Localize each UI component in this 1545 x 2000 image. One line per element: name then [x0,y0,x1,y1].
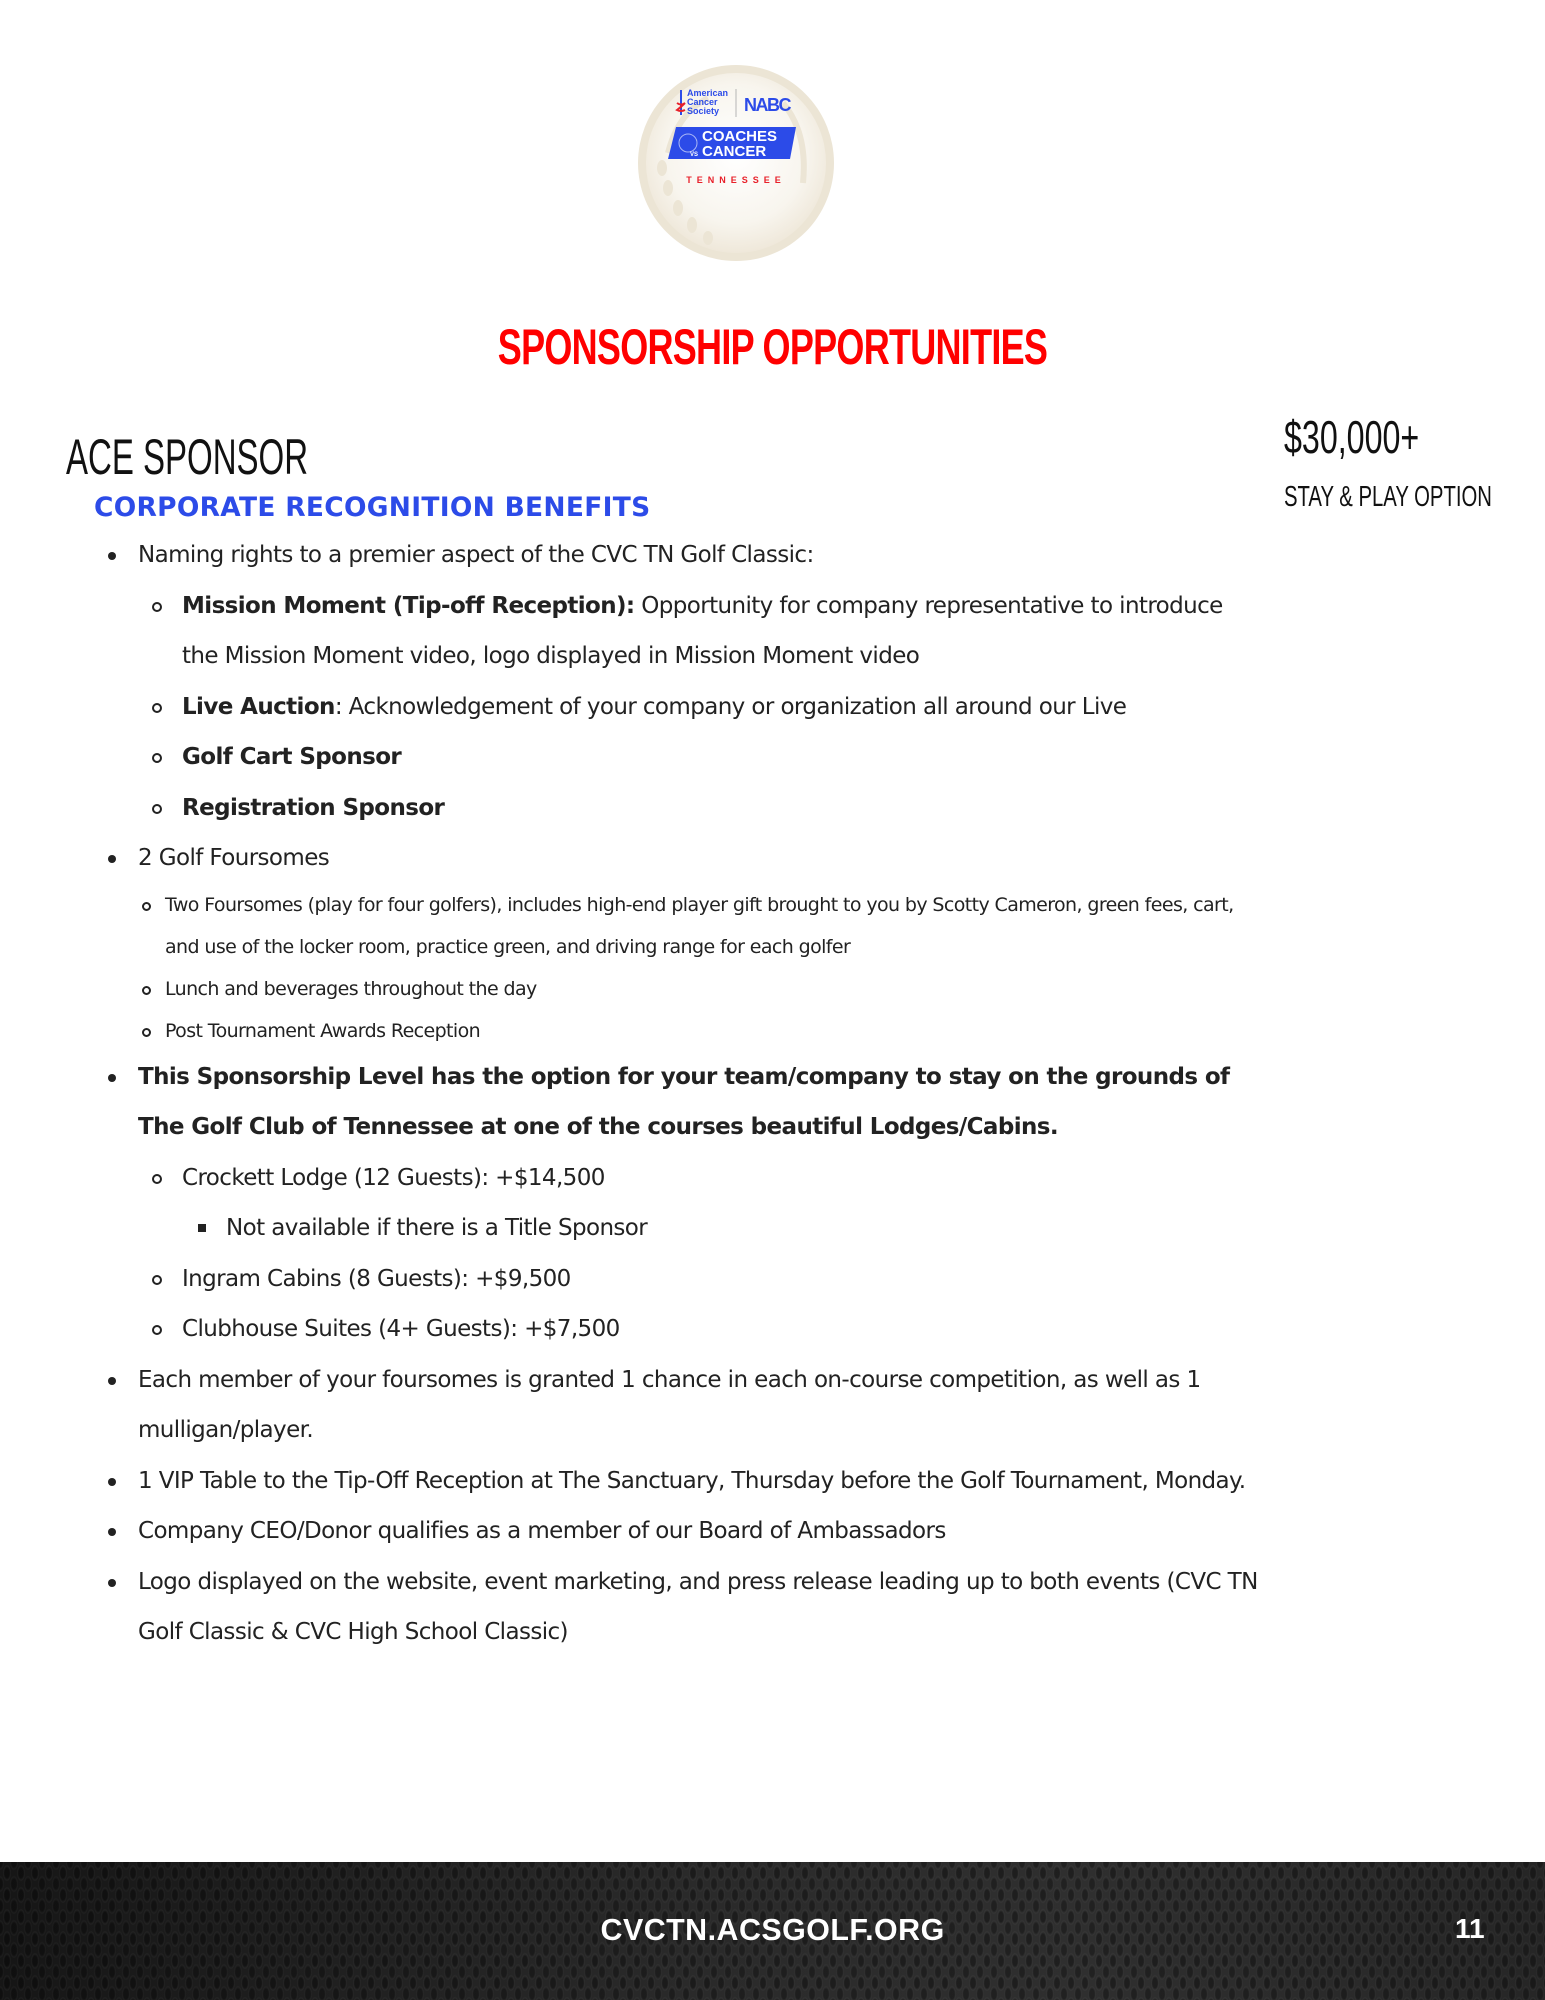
page-number: 11 [1455,1913,1485,1944]
golf-ball-emblem-icon [628,63,844,263]
benefit-naming-rights: Naming rights to a premier aspect of the CVC TN Golf Classic: Mission Moment (Tip-off Reception): Opportunity for company representative to introduce the Mission Moment video, logo displayed in Mission Moment video Live Auction: Acknowledgement of your company or organization all around our Live Golf Cart Sponsor Registration Sponsor [100,530,1260,833]
lodging-option: Ingram Cabins (8 Guests): +$9,500 [138,1254,1260,1305]
tier-name: ACE SPONSOR [66,429,309,485]
svg-text:TENNESSEE: TENNESSEE [686,175,786,185]
tier-price: $30,000+ [1284,411,1420,463]
benefit-item: 1 VIP Table to the Tip-Off Reception at The Sanctuary, Thursday before the Golf Tournament, Monday. [100,1456,1260,1507]
lodging-option: Clubhouse Suites (4+ Guests): +$7,500 [138,1304,1260,1355]
naming-item: Mission Moment (Tip-off Reception): Opportunity for company representative to introduce the Mission Moment video, logo displayed in Mission Moment video [138,581,1260,682]
svg-text:CANCER: CANCER [702,143,767,160]
event-logo [628,63,844,263]
svg-text:NABC: NABC [744,95,790,115]
benefits-list [100,530,1260,1658]
benefit-item: Each member of your foursomes is granted 1 chance in each on-course competition, as well as 1 mulligan/player. [100,1355,1260,1456]
naming-item: Live Auction: Acknowledgement of your company or organization all around our Live [138,682,1260,733]
benefit-lodging-option: This Sponsorship Level has the option for your team/company to stay on the grounds of The Golf Club of Tennessee at one of the courses beautiful Lodges/Cabins. Crockett Lodge (12 Guests): +$14,500 Not available if there is a Title Sponsor Ingram Cabins (8 Guests): +$9,500 Clubhouse Suites (4+ Guests): +$7,500 [100,1052,1260,1355]
page-footer [0,1862,1545,2000]
page-title: SPONSORSHIP OPPORTUNITIES [497,319,1048,375]
svg-text:Cancer: Cancer [687,97,718,107]
lodging-option: Crockett Lodge (12 Guests): +$14,500 Not available if there is a Title Sponsor [138,1153,1260,1254]
naming-item: Registration Sponsor [138,783,1260,834]
svg-text:VS: VS [690,152,699,158]
svg-text:COACHES: COACHES [702,128,778,145]
footer-website-link[interactable]: CVCTN.ACSGOLF.ORG [600,1912,945,1947]
tier-price-note: STAY & PLAY OPTION [1284,481,1492,513]
benefit-golf-foursomes: 2 Golf Foursomes Two Foursomes (play for four golfers), includes high-end player gift brought to you by Scotty Cameron, green fees, cart, and use of the locker room, practice green, and driving range for each golfer Lunch and beverages throughout the day Post Tournament Awards Reception [100,833,1260,1052]
foursome-item: Post Tournament Awards Reception [138,1010,1260,1052]
naming-item: Golf Cart Sponsor [138,732,1260,783]
svg-text:Society: Society [687,106,720,116]
foursome-item: Two Foursomes (play for four golfers), includes high-end player gift brought to you by Scotty Cameron, green fees, cart, and use of the locker room, practice green, and driving range for each golfer [138,884,1260,968]
benefit-item: Logo displayed on the website, event marketing, and press release leading up to both events (CVC TN Golf Classic & CVC High School Classic) [100,1557,1260,1658]
foursome-item: Lunch and beverages throughout the day [138,968,1260,1010]
svg-text:American: American [687,88,729,98]
benefit-item: Company CEO/Donor qualifies as a member of our Board of Ambassadors [100,1506,1260,1557]
lodging-note: Not available if there is a Title Sponsor [182,1203,1260,1254]
section-heading: CORPORATE RECOGNITION BENEFITS [94,492,651,523]
